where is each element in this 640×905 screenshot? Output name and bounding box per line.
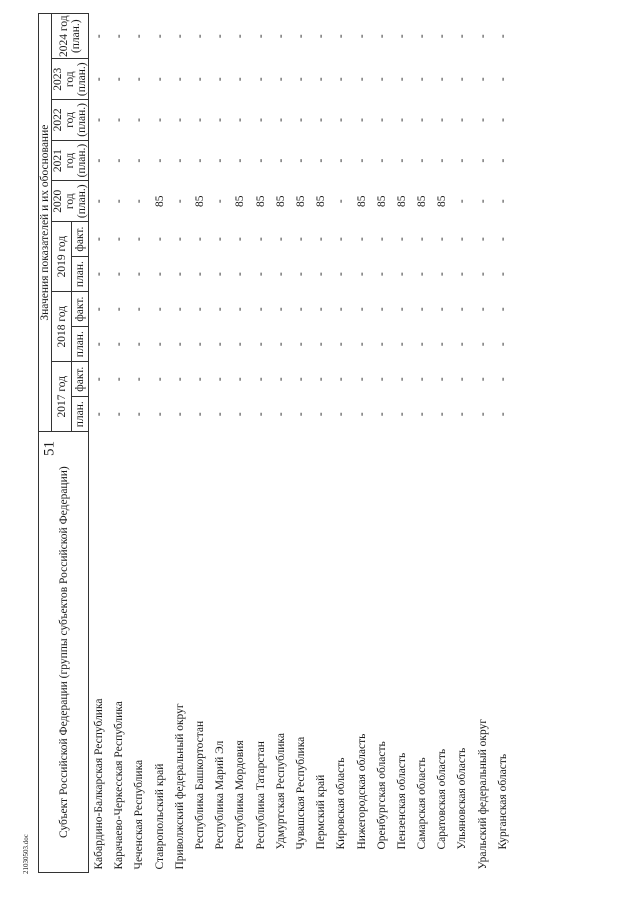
value-cell: - bbox=[315, 237, 328, 242]
subject-column-header: Субъект Российской Федерации (группы субъектов Российской Федерации) bbox=[39, 432, 89, 873]
value-cell: - bbox=[153, 377, 166, 382]
value-cell: 85 bbox=[294, 195, 307, 207]
value-cell: - bbox=[93, 117, 106, 122]
region-name: Самарская область bbox=[416, 757, 429, 850]
value-cell: - bbox=[335, 237, 348, 242]
value-cell: - bbox=[173, 117, 186, 122]
year-header-2021: 2021 год (план.) bbox=[52, 140, 89, 181]
region-name: Оренбургская область bbox=[375, 741, 388, 850]
table-row bbox=[452, 14, 472, 873]
value-cell: - bbox=[395, 237, 408, 242]
plan-header: план. bbox=[72, 257, 89, 292]
value-cell: - bbox=[274, 307, 287, 312]
value-cell: - bbox=[416, 412, 429, 417]
value-cell: - bbox=[234, 272, 247, 277]
table-row bbox=[271, 14, 291, 873]
value-cell: - bbox=[113, 237, 126, 242]
region-name: Ставропольский край bbox=[153, 763, 166, 870]
value-cell: - bbox=[133, 34, 146, 39]
table-row bbox=[493, 14, 513, 873]
value-cell: - bbox=[355, 117, 368, 122]
value-cell: - bbox=[133, 117, 146, 122]
indicators-table bbox=[38, 13, 513, 873]
value-cell: - bbox=[456, 158, 469, 163]
value-cell: - bbox=[274, 237, 287, 242]
value-cell: - bbox=[153, 158, 166, 163]
value-cell: - bbox=[173, 237, 186, 242]
region-name: Удмуртская Республика bbox=[274, 733, 287, 850]
value-cell: - bbox=[133, 342, 146, 347]
value-cell: - bbox=[355, 412, 368, 417]
value-cell: - bbox=[456, 342, 469, 347]
value-cell: - bbox=[315, 117, 328, 122]
value-cell: - bbox=[173, 307, 186, 312]
value-cell: - bbox=[416, 77, 429, 82]
value-cell: - bbox=[214, 307, 227, 312]
value-cell: - bbox=[234, 237, 247, 242]
value-cell: - bbox=[315, 377, 328, 382]
value-cell: - bbox=[234, 307, 247, 312]
value-cell: - bbox=[214, 342, 227, 347]
value-cell: - bbox=[456, 34, 469, 39]
value-cell: - bbox=[456, 412, 469, 417]
value-cell: - bbox=[395, 412, 408, 417]
value-cell: - bbox=[375, 77, 388, 82]
value-cell: - bbox=[194, 377, 207, 382]
value-cell: - bbox=[496, 412, 509, 417]
value-cell: - bbox=[335, 272, 348, 277]
value-cell: - bbox=[476, 272, 489, 277]
value-cell: - bbox=[456, 377, 469, 382]
value-cell: - bbox=[93, 412, 106, 417]
table-row bbox=[351, 14, 371, 873]
value-cell: - bbox=[355, 307, 368, 312]
value-cell: - bbox=[355, 342, 368, 347]
region-name: Республика Башкортостан bbox=[194, 720, 207, 850]
value-cell: - bbox=[173, 272, 186, 277]
value-cell: - bbox=[375, 272, 388, 277]
value-cell: - bbox=[476, 342, 489, 347]
value-cell: - bbox=[496, 158, 509, 163]
value-cell: - bbox=[214, 199, 227, 204]
value-cell: - bbox=[93, 199, 106, 204]
value-cell: - bbox=[416, 158, 429, 163]
value-cell: - bbox=[335, 158, 348, 163]
value-cell: - bbox=[113, 199, 126, 204]
value-cell: - bbox=[395, 34, 408, 39]
value-cell: - bbox=[395, 272, 408, 277]
value-cell: - bbox=[375, 34, 388, 39]
value-cell: - bbox=[274, 342, 287, 347]
value-cell: - bbox=[476, 199, 489, 204]
value-cell: - bbox=[194, 158, 207, 163]
value-cell: - bbox=[476, 307, 489, 312]
fact-header: факт. bbox=[72, 222, 89, 257]
value-cell: - bbox=[234, 34, 247, 39]
value-cell: - bbox=[335, 117, 348, 122]
value-cell: - bbox=[315, 77, 328, 82]
value-cell: - bbox=[436, 377, 449, 382]
value-cell: - bbox=[214, 158, 227, 163]
value-cell: - bbox=[294, 307, 307, 312]
value-cell: - bbox=[274, 34, 287, 39]
value-cell: - bbox=[355, 34, 368, 39]
value-cell: - bbox=[113, 342, 126, 347]
value-cell: - bbox=[416, 237, 429, 242]
value-cell: 85 bbox=[355, 195, 368, 207]
value-cell: - bbox=[214, 237, 227, 242]
value-cell: - bbox=[436, 307, 449, 312]
value-cell: - bbox=[133, 77, 146, 82]
region-name: Республика Татарстан bbox=[254, 741, 267, 850]
value-cell: - bbox=[476, 34, 489, 39]
value-cell: 85 bbox=[234, 195, 247, 207]
value-cell: - bbox=[173, 77, 186, 82]
value-cell: - bbox=[194, 412, 207, 417]
value-cell: - bbox=[153, 34, 166, 39]
value-cell: - bbox=[133, 377, 146, 382]
value-cell: - bbox=[254, 77, 267, 82]
value-cell: - bbox=[214, 34, 227, 39]
value-cell: - bbox=[274, 158, 287, 163]
value-cell: - bbox=[416, 34, 429, 39]
value-cell: - bbox=[436, 158, 449, 163]
value-cell: - bbox=[173, 158, 186, 163]
value-cell: - bbox=[194, 34, 207, 39]
value-cell: 85 bbox=[254, 195, 267, 207]
value-cell: - bbox=[375, 307, 388, 312]
value-cell: - bbox=[496, 307, 509, 312]
value-cell: - bbox=[395, 307, 408, 312]
table-row bbox=[392, 14, 412, 873]
value-cell: - bbox=[113, 272, 126, 277]
value-cell: - bbox=[173, 412, 186, 417]
value-cell: - bbox=[254, 117, 267, 122]
value-cell: 85 bbox=[194, 195, 207, 207]
region-name: Чувашская Республика bbox=[294, 736, 307, 850]
value-cell: - bbox=[254, 272, 267, 277]
table-row bbox=[109, 14, 129, 873]
table-row bbox=[251, 14, 271, 873]
value-cell: - bbox=[254, 307, 267, 312]
value-cell: 85 bbox=[153, 195, 166, 207]
table-row bbox=[210, 14, 230, 873]
value-cell: - bbox=[436, 272, 449, 277]
value-cell: - bbox=[335, 377, 348, 382]
value-cell: - bbox=[113, 158, 126, 163]
fact-header: факт. bbox=[72, 292, 89, 327]
table-row bbox=[150, 14, 170, 873]
values-title-header: Значения показателей и их обоснование bbox=[39, 14, 52, 432]
table-header bbox=[39, 14, 89, 873]
table-row bbox=[291, 14, 311, 873]
table-row bbox=[170, 14, 190, 873]
value-cell: - bbox=[133, 158, 146, 163]
value-cell: - bbox=[234, 342, 247, 347]
region-name: Кабардино-Балкарская Республика bbox=[93, 698, 106, 870]
value-cell: - bbox=[294, 377, 307, 382]
region-name: Пермский край bbox=[315, 774, 328, 850]
year-header-2020: 2020 год (план.) bbox=[52, 181, 89, 222]
value-cell: - bbox=[133, 272, 146, 277]
value-cell: - bbox=[436, 77, 449, 82]
value-cell: - bbox=[254, 237, 267, 242]
table-row bbox=[230, 14, 250, 873]
value-cell: - bbox=[496, 377, 509, 382]
region-name: Пензенская область bbox=[395, 752, 408, 850]
value-cell: - bbox=[375, 117, 388, 122]
value-cell: - bbox=[375, 412, 388, 417]
region-name: Карачаево-Черкесская Республика bbox=[113, 701, 126, 870]
value-cell: - bbox=[214, 77, 227, 82]
value-cell: - bbox=[133, 237, 146, 242]
value-cell: - bbox=[294, 34, 307, 39]
value-cell: - bbox=[194, 272, 207, 277]
value-cell: - bbox=[133, 412, 146, 417]
value-cell: - bbox=[335, 342, 348, 347]
value-cell: - bbox=[496, 342, 509, 347]
plan-header: план. bbox=[72, 397, 89, 432]
table-row bbox=[473, 14, 493, 873]
value-cell: - bbox=[194, 342, 207, 347]
value-cell: - bbox=[113, 34, 126, 39]
value-cell: - bbox=[194, 117, 207, 122]
year-header-2017: 2017 год bbox=[52, 362, 72, 432]
value-cell: - bbox=[416, 117, 429, 122]
table-body bbox=[89, 14, 513, 873]
value-cell: - bbox=[395, 342, 408, 347]
value-cell: - bbox=[254, 342, 267, 347]
table-row bbox=[89, 14, 110, 873]
value-cell: - bbox=[173, 342, 186, 347]
value-cell: - bbox=[113, 77, 126, 82]
value-cell: - bbox=[214, 412, 227, 417]
value-cell: - bbox=[294, 117, 307, 122]
value-cell: - bbox=[133, 199, 146, 204]
value-cell: - bbox=[153, 412, 166, 417]
value-cell: - bbox=[294, 158, 307, 163]
fact-header: факт. bbox=[72, 362, 89, 397]
region-name: Приволжский федеральный округ bbox=[173, 703, 186, 870]
value-cell: - bbox=[496, 272, 509, 277]
value-cell: - bbox=[234, 377, 247, 382]
value-cell: - bbox=[254, 377, 267, 382]
value-cell: - bbox=[335, 199, 348, 204]
region-name: Ульяновская область bbox=[456, 747, 469, 850]
value-cell: - bbox=[113, 377, 126, 382]
value-cell: - bbox=[315, 342, 328, 347]
value-cell: - bbox=[214, 117, 227, 122]
year-header-2019: 2019 год bbox=[52, 222, 72, 292]
table-row bbox=[331, 14, 351, 873]
value-cell: - bbox=[335, 412, 348, 417]
value-cell: - bbox=[93, 77, 106, 82]
value-cell: - bbox=[274, 117, 287, 122]
value-cell: - bbox=[496, 199, 509, 204]
value-cell: - bbox=[194, 77, 207, 82]
value-cell: - bbox=[194, 307, 207, 312]
value-cell: - bbox=[133, 307, 146, 312]
value-cell: - bbox=[476, 117, 489, 122]
region-name: Курганская область bbox=[496, 753, 509, 850]
value-cell: - bbox=[456, 237, 469, 242]
value-cell: - bbox=[173, 34, 186, 39]
value-cell: - bbox=[274, 272, 287, 277]
value-cell: - bbox=[355, 158, 368, 163]
value-cell: - bbox=[315, 307, 328, 312]
region-name: Саратовская область bbox=[436, 748, 449, 850]
value-cell: - bbox=[456, 307, 469, 312]
value-cell: - bbox=[234, 158, 247, 163]
value-cell: - bbox=[416, 377, 429, 382]
value-cell: - bbox=[93, 307, 106, 312]
value-cell: - bbox=[254, 158, 267, 163]
value-cell: 85 bbox=[395, 195, 408, 207]
value-cell: - bbox=[496, 117, 509, 122]
value-cell: - bbox=[294, 77, 307, 82]
value-cell: - bbox=[375, 158, 388, 163]
value-cell: - bbox=[274, 377, 287, 382]
value-cell: - bbox=[496, 77, 509, 82]
year-header-2024: 2024 год (план.) bbox=[52, 14, 89, 59]
document-code: 21030503.doc bbox=[22, 834, 30, 874]
plan-header: план. bbox=[72, 327, 89, 362]
value-cell: 85 bbox=[436, 195, 449, 207]
region-name: Уральский федеральный округ bbox=[476, 718, 489, 870]
value-cell: - bbox=[375, 342, 388, 347]
value-cell: - bbox=[93, 158, 106, 163]
region-name: Нижегородская область bbox=[355, 733, 368, 850]
value-cell: - bbox=[456, 199, 469, 204]
value-cell: - bbox=[113, 117, 126, 122]
value-cell: - bbox=[214, 272, 227, 277]
value-cell: - bbox=[375, 237, 388, 242]
value-cell: - bbox=[93, 272, 106, 277]
value-cell: 85 bbox=[274, 195, 287, 207]
value-cell: - bbox=[395, 158, 408, 163]
region-name: Республика Мордовия bbox=[234, 740, 247, 850]
value-cell: - bbox=[456, 117, 469, 122]
value-cell: - bbox=[436, 237, 449, 242]
value-cell: - bbox=[335, 34, 348, 39]
value-cell: - bbox=[436, 34, 449, 39]
value-cell: - bbox=[476, 377, 489, 382]
region-name: Республика Марий Эл bbox=[214, 740, 227, 850]
value-cell: - bbox=[173, 377, 186, 382]
value-cell: - bbox=[93, 34, 106, 39]
value-cell: - bbox=[436, 412, 449, 417]
region-name: Кировская область bbox=[335, 757, 348, 850]
value-cell: - bbox=[335, 307, 348, 312]
table-row bbox=[129, 14, 149, 873]
value-cell: - bbox=[395, 77, 408, 82]
value-cell: - bbox=[294, 412, 307, 417]
value-cell: - bbox=[294, 272, 307, 277]
value-cell: 85 bbox=[315, 195, 328, 207]
table-row bbox=[432, 14, 452, 873]
value-cell: - bbox=[476, 158, 489, 163]
value-cell: - bbox=[274, 412, 287, 417]
region-name: Чеченская Республика bbox=[133, 759, 146, 870]
value-cell: - bbox=[456, 77, 469, 82]
value-cell: - bbox=[335, 77, 348, 82]
value-cell: - bbox=[173, 199, 186, 204]
value-cell: - bbox=[476, 77, 489, 82]
table-row bbox=[311, 14, 331, 873]
value-cell: - bbox=[294, 342, 307, 347]
value-cell: - bbox=[476, 412, 489, 417]
value-cell: - bbox=[315, 158, 328, 163]
value-cell: - bbox=[395, 117, 408, 122]
value-cell: - bbox=[113, 412, 126, 417]
value-cell: - bbox=[234, 412, 247, 417]
value-cell: - bbox=[153, 237, 166, 242]
value-cell: - bbox=[214, 377, 227, 382]
year-header-2023: 2023 год (план.) bbox=[52, 59, 89, 100]
value-cell: - bbox=[395, 377, 408, 382]
value-cell: - bbox=[194, 237, 207, 242]
value-cell: - bbox=[416, 342, 429, 347]
value-cell: - bbox=[153, 272, 166, 277]
value-cell: - bbox=[355, 77, 368, 82]
rotated-table-container bbox=[38, 13, 562, 873]
value-cell: - bbox=[315, 34, 328, 39]
value-cell: 85 bbox=[375, 195, 388, 207]
table-row bbox=[412, 14, 432, 873]
value-cell: - bbox=[234, 77, 247, 82]
value-cell: - bbox=[234, 117, 247, 122]
value-cell: - bbox=[254, 34, 267, 39]
table-row bbox=[372, 14, 392, 873]
value-cell: - bbox=[254, 412, 267, 417]
value-cell: 85 bbox=[416, 195, 429, 207]
value-cell: - bbox=[315, 272, 328, 277]
value-cell: - bbox=[375, 377, 388, 382]
value-cell: - bbox=[476, 237, 489, 242]
page-number: 51 bbox=[41, 441, 58, 456]
value-cell: - bbox=[456, 272, 469, 277]
value-cell: - bbox=[416, 307, 429, 312]
value-cell: - bbox=[294, 237, 307, 242]
value-cell: - bbox=[436, 117, 449, 122]
value-cell: - bbox=[153, 117, 166, 122]
value-cell: - bbox=[93, 377, 106, 382]
year-header-2018: 2018 год bbox=[52, 292, 72, 362]
year-header-2022: 2022 год (план.) bbox=[52, 100, 89, 141]
value-cell: - bbox=[355, 377, 368, 382]
table-row bbox=[190, 14, 210, 873]
value-cell: - bbox=[93, 237, 106, 242]
value-cell: - bbox=[315, 412, 328, 417]
value-cell: - bbox=[496, 34, 509, 39]
value-cell: - bbox=[355, 272, 368, 277]
value-cell: - bbox=[153, 77, 166, 82]
value-cell: - bbox=[153, 342, 166, 347]
value-cell: - bbox=[153, 307, 166, 312]
value-cell: - bbox=[436, 342, 449, 347]
value-cell: - bbox=[416, 272, 429, 277]
value-cell: - bbox=[113, 307, 126, 312]
value-cell: - bbox=[355, 237, 368, 242]
value-cell: - bbox=[274, 77, 287, 82]
value-cell: - bbox=[93, 342, 106, 347]
value-cell: - bbox=[496, 237, 509, 242]
